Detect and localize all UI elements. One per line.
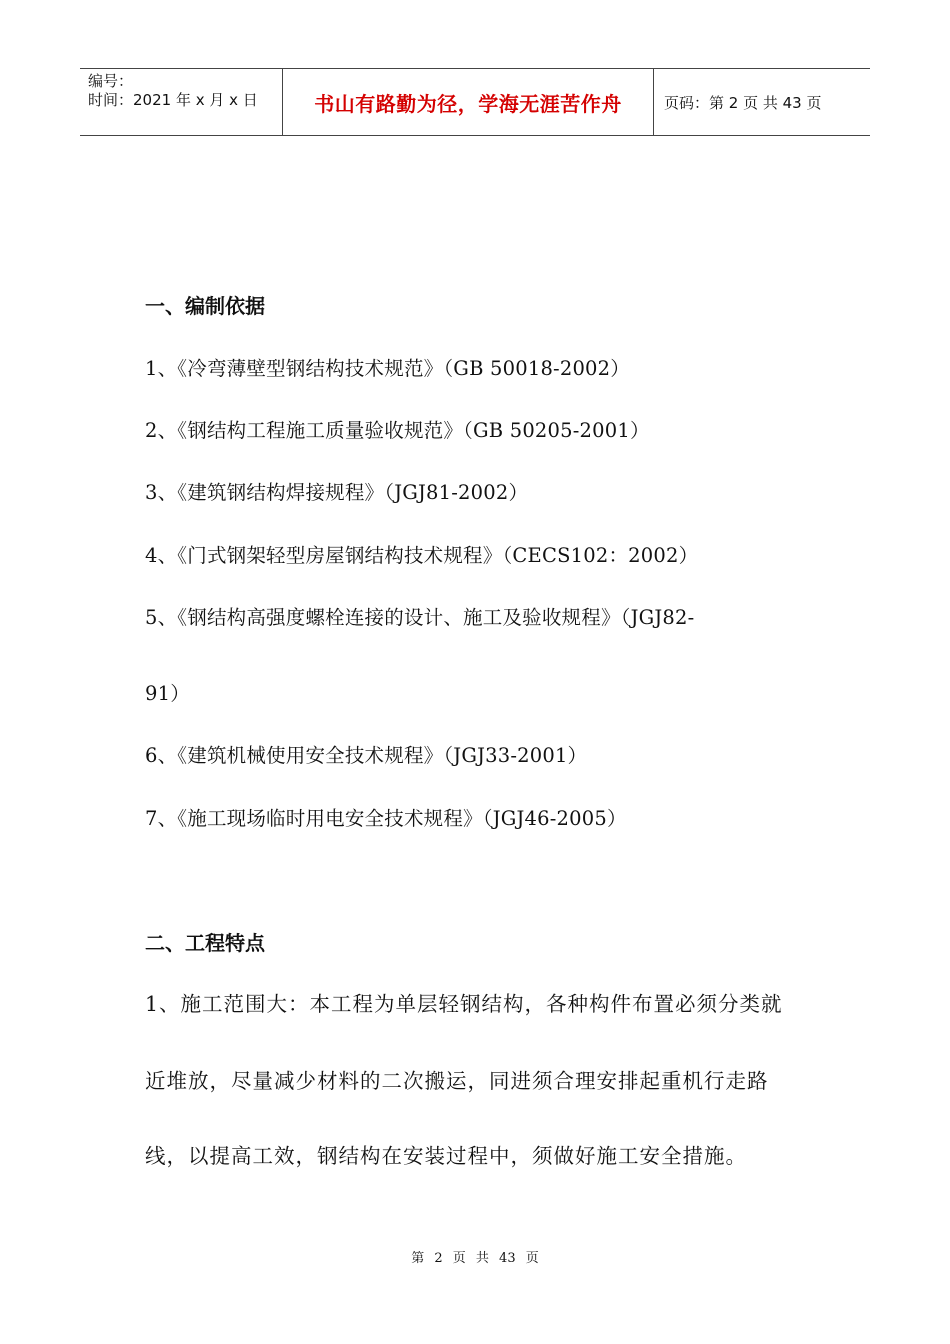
basis-item-1: 1、《冷弯薄壁型钢结构技术规范》（GB 50018-2002） <box>145 357 630 380</box>
document-header <box>80 68 870 136</box>
basis-item-4: 4、《门式钢架轻型房屋钢结构技术规程》（CECS102：2002） <box>145 544 699 567</box>
number-label: 编号： <box>88 72 134 90</box>
feature-paragraph-line-2: 近堆放，尽量减少材料的二次搬运，同进须合理安排起重机行走路 <box>145 1069 769 1093</box>
header-left-cell <box>80 69 282 135</box>
motto-text: 书山有路勤为径，学海无涯苦作舟 <box>314 91 622 116</box>
basis-item-2: 2、《钢结构工程施工质量验收规范》（GB 50205-2001） <box>145 419 650 442</box>
section-heading-features: 二、工程特点 <box>145 931 265 955</box>
header-page-cell <box>654 69 870 135</box>
section-heading-basis: 一、编制依据 <box>145 294 265 318</box>
basis-item-7: 7、《施工现场临时用电安全技术规程》（JGJ46-2005） <box>145 807 627 830</box>
basis-item-3: 3、《建筑钢结构焊接规程》（JGJ81-2002） <box>145 481 529 504</box>
basis-item-5-continued: 91） <box>145 682 190 705</box>
page-info: 页码：第 2 页 共 43 页 <box>664 93 822 112</box>
time-label: 时间：2021 年 x 月 x 日 <box>88 91 258 109</box>
header-motto-cell <box>282 69 654 135</box>
feature-paragraph-line-3: 线，以提高工效，钢结构在安装过程中，须做好施工安全措施。 <box>145 1144 747 1168</box>
feature-paragraph-line-1: 1、施工范围大：本工程为单层轻钢结构，各种构件布置必须分类就 <box>145 992 783 1016</box>
basis-item-6: 6、《建筑机械使用安全技术规程》（JGJ33-2001） <box>145 744 588 767</box>
basis-item-5: 5、《钢结构高强度螺栓连接的设计、施工及验收规程》（JGJ82- <box>145 606 695 629</box>
page-footer: 第 2 页 共 43 页 <box>411 1251 539 1266</box>
